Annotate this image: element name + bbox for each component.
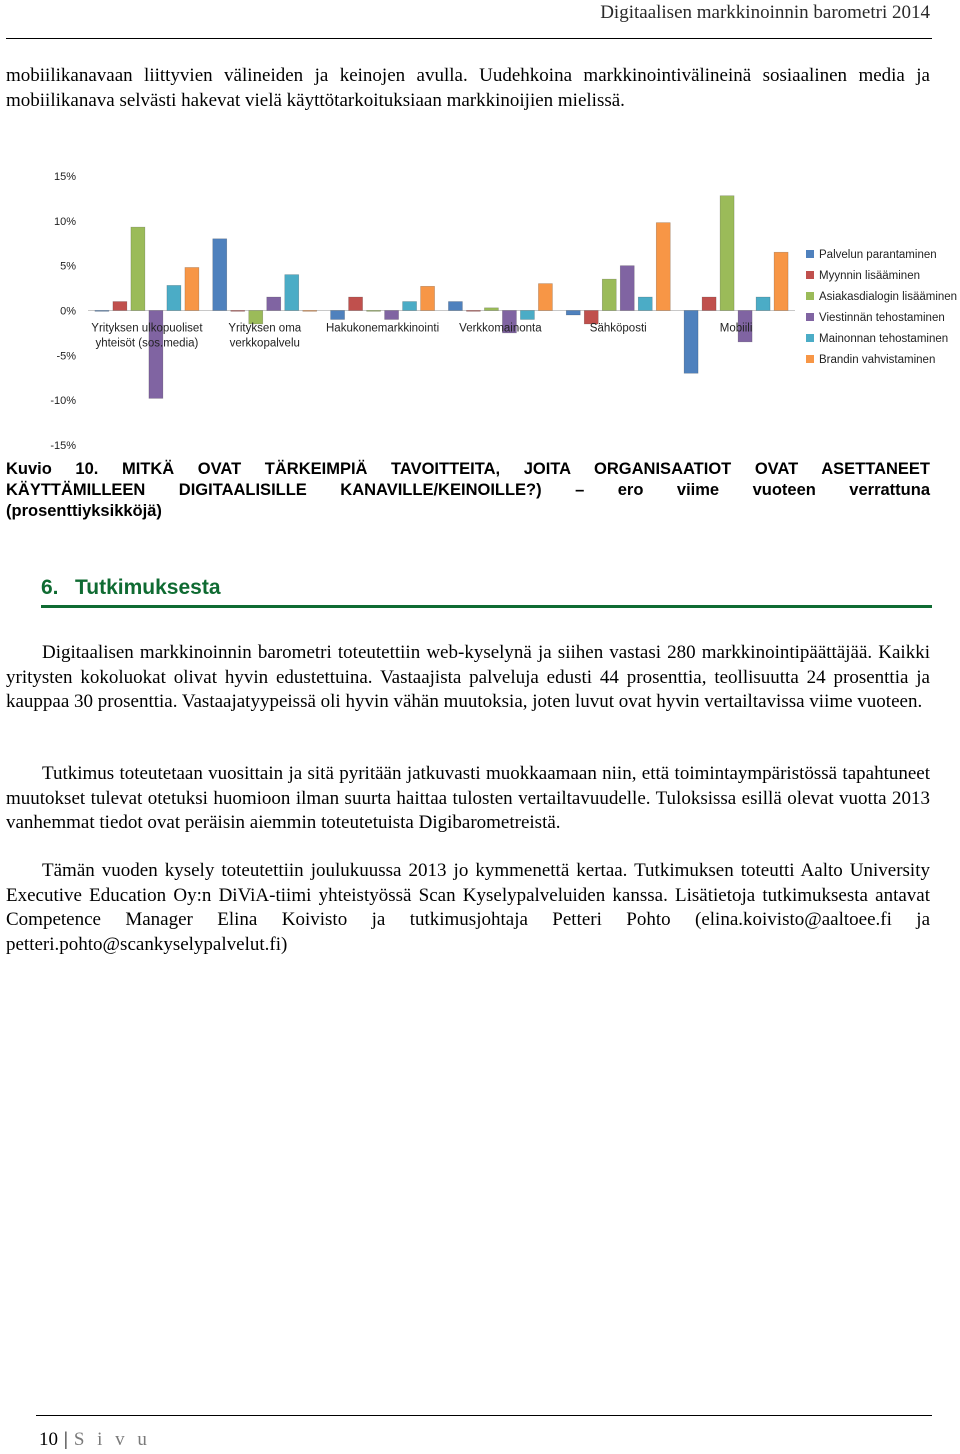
legend-label: Asiakasdialogin lisääminen	[819, 291, 958, 303]
y-tick-label: 5%	[60, 260, 76, 273]
y-tick-label: -5%	[56, 350, 76, 363]
bar-0-2	[331, 311, 345, 320]
bar-2-5	[720, 196, 734, 311]
category-label: verkkopalvelu	[229, 337, 300, 350]
bar-1-1	[231, 311, 245, 312]
category-label: yhteisöt (sos.media)	[95, 337, 199, 350]
intro-text: mobiilikanavaan liittyvien välineiden ja keinojen avulla. Uudehkoina markkinointivälineinä sosiaalinen media ja mobiilikanava selvästi hakevat vielä käyttötarkoituksiaan markkinoijien mielissä.	[6, 65, 930, 111]
y-tick-label: 10%	[53, 215, 76, 228]
bar-0-1	[213, 239, 227, 311]
section-title: Tutkimuksesta	[75, 576, 221, 599]
bar-4-5	[756, 297, 770, 310]
footer-page-label: S i v u	[73, 1429, 151, 1450]
legend-swatch	[806, 292, 814, 300]
bar-5-4	[656, 223, 670, 311]
bar-0-0	[95, 311, 109, 312]
legend-label: Viestinnän tehostaminen	[819, 312, 945, 324]
legend-swatch	[806, 334, 814, 342]
figure-caption	[6, 459, 930, 522]
y-tick-label: 15%	[53, 171, 76, 183]
page-header-title: Digitaalisen markkinoinnin barometri 2014	[600, 2, 930, 23]
paragraph-1-text: Digitaalisen markkinoinnin barometri toteutettiin web-kyselynä ja siihen vastasi 280 markkinointipäättäjää. Kaikki yritysten kokoluokat olivat hyvin edustettuina. Vastaajista palveluja edusti 44 prosenttia, teollisuutta 24 prosenttia ja kauppaa 30 prosenttia. Vastaajatyypeissä oli hyvin vähän muutoksia, joten luvut ovat hyvin vertailtavissa viime vuoteen.	[6, 642, 930, 712]
section-number: 6.	[41, 576, 59, 599]
bar-4-3	[520, 311, 534, 320]
bar-4-1	[285, 275, 299, 311]
bar-5-3	[538, 284, 552, 311]
paragraph-3	[6, 859, 930, 957]
legend-swatch	[806, 355, 814, 363]
bar-5-5	[774, 252, 788, 310]
bar-1-0	[113, 302, 127, 311]
legend-swatch	[806, 250, 814, 258]
legend-swatch	[806, 313, 814, 321]
bar-0-5	[684, 311, 698, 374]
bar-2-2	[367, 311, 381, 312]
category-label: Yrityksen ulkopuoliset	[91, 322, 203, 335]
page-footer	[39, 1429, 151, 1451]
bar-5-1	[303, 311, 317, 312]
intro-paragraph	[6, 64, 930, 113]
paragraph-1	[6, 641, 930, 715]
bar-0-4	[566, 311, 580, 315]
paragraph-3-text: Tämän vuoden kysely toteutettiin joulukuussa 2013 jo kymmenettä kertaa. Tutkimuksen toteutti Aalto University Executive Education Oy:n DiViA-tiimi yhteistyössä Scan Kyselypalveluiden kanssa. Lisätietoja tutkimuksesta antavat Competence Manager Elina Koivisto ja tutkimusjohtaja Petteri Pohto (elina.koivisto@aaltoee.fi ja petteri.pohto@scankyselypalvelut.fi)	[6, 860, 930, 955]
legend-swatch	[806, 271, 814, 279]
footer-page-number: 10	[39, 1429, 58, 1450]
caption-line-1: Kuvio 10. MITKÄ OVAT TÄRKEIMPIÄ TAVOITTEITA, JOITA ORGANISAATIOT OVAT ASETTANEET	[6, 460, 930, 478]
caption-line-2: KÄYTTÄMILLEEN DIGITAALISILLE KANAVILLE/KEINOILLE?) – ero viime vuoteen verrattuna	[6, 481, 930, 499]
legend-label: Brandin vahvistaminen	[819, 354, 936, 366]
y-tick-label: -10%	[50, 395, 76, 408]
bar-3-2	[385, 311, 399, 320]
category-label: Sähköposti	[589, 322, 647, 335]
bar-1-3	[466, 311, 480, 312]
legend-label: Palvelun parantaminen	[819, 249, 937, 261]
bar-4-4	[638, 297, 652, 310]
bar-chart	[0, 160, 960, 460]
bar-1-5	[702, 297, 716, 310]
section-divider	[41, 605, 932, 608]
paragraph-2	[6, 762, 930, 836]
y-tick-label: -15%	[50, 440, 76, 452]
caption-line-3: (prosenttiyksikköjä)	[6, 502, 162, 520]
bar-0-3	[448, 302, 462, 311]
footer-separator: |	[64, 1429, 68, 1450]
bar-5-2	[421, 286, 435, 310]
paragraph-2-text: Tutkimus toteutetaan vuosittain ja sitä pyritään jatkuvasti muokkaamaan niin, että toimintaympäristössä tapahtuneet muutokset tulevat otetuksi huomioon ilman suurta haittaa tulosten vertailtavuudelle. Tuloksissa esillä olevat vuotta 2013 vanhemmat tiedot ovat peräisin aiemmin toteutetuista Digibarometreistä.	[6, 763, 930, 833]
bar-3-4	[620, 266, 634, 311]
bar-4-0	[167, 285, 181, 310]
bar-3-1	[267, 297, 281, 310]
bar-1-2	[349, 297, 363, 310]
legend-label: Myynnin lisääminen	[819, 270, 920, 282]
bar-2-3	[484, 308, 498, 311]
category-label: Mobiili	[719, 322, 753, 335]
bar-2-4	[602, 279, 616, 310]
y-tick-label: 0%	[60, 305, 76, 318]
bar-5-0	[185, 267, 199, 310]
category-label: Hakukonemarkkinointi	[326, 322, 440, 335]
footer-divider	[36, 1415, 932, 1416]
category-label: Verkkomainonta	[459, 322, 542, 335]
chart-svg	[0, 160, 960, 460]
category-label: Yrityksen oma	[228, 322, 302, 335]
legend-label: Mainonnan tehostaminen	[819, 333, 949, 345]
bar-4-2	[403, 302, 417, 311]
header-divider	[6, 38, 932, 39]
bar-2-0	[131, 227, 145, 310]
